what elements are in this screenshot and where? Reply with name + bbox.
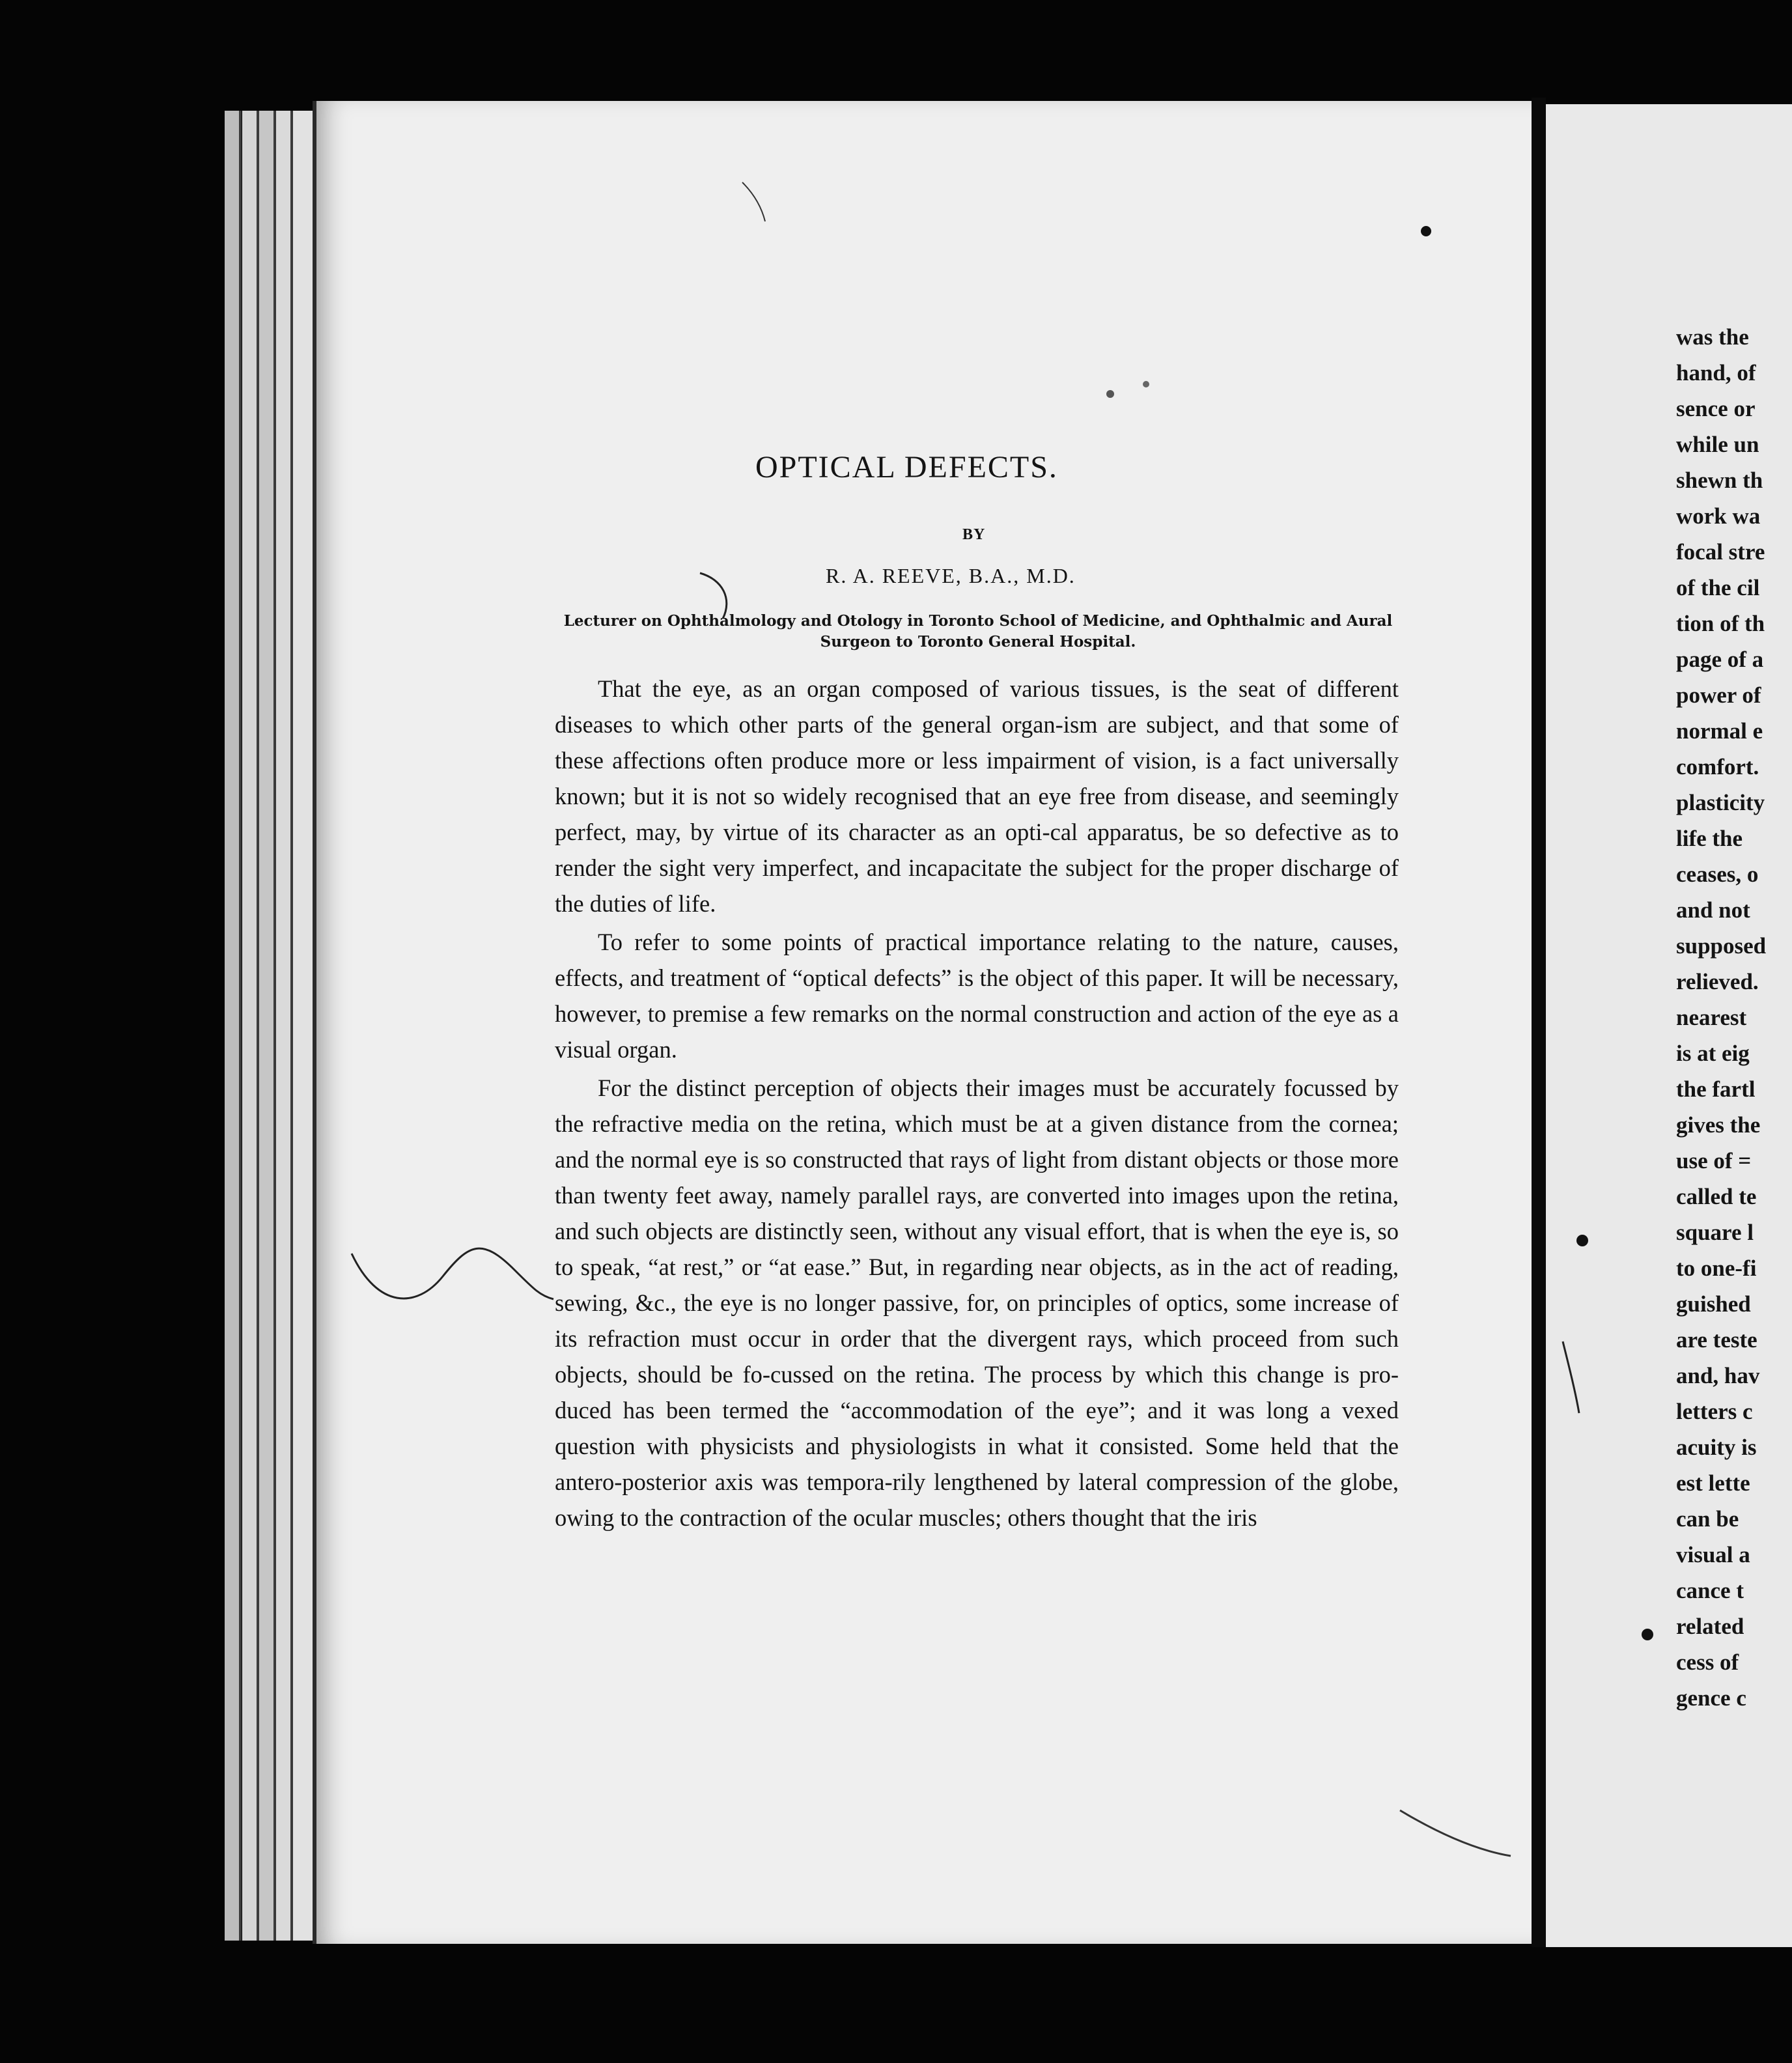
right-page-line: ceases, o (1676, 862, 1759, 887)
right-page-line: is at eig (1676, 1041, 1750, 1066)
right-page-line: visual a (1676, 1542, 1750, 1567)
right-page-line: can be (1676, 1506, 1739, 1532)
right-page-line: page of a (1676, 647, 1764, 672)
right-page-line: tion of th (1676, 611, 1765, 636)
page-edge (259, 111, 276, 1941)
right-page-line: focal stre (1676, 539, 1765, 565)
body-paragraph: That the eye, as an organ composed of various tissues, is the seat of different diseases to which other parts of the general organ-ism are subject, and that some of these affections often produce more or less impairment of vision, is a fact universally known; but it is not so widely recognised that an eye free from disease, and seemingly perfect, may, by virtue of its character as an opti-cal apparatus, be so defective as to render the sight very imperfect, and incapacitate the subject for the proper discharge of the duties of life. (555, 675, 1399, 917)
page-edge (242, 111, 259, 1941)
right-page-line: shewn th (1676, 468, 1763, 493)
right-page-line: use of = (1676, 1148, 1752, 1173)
page-edge (225, 111, 242, 1941)
body-paragraph: For the distinct perception of objects their images must be accurately focussed by the refractive media on the retina, which must be at a given distance from the cornea; and the normal eye is so constructed that rays of light from distant objects or those more than twenty feet away, namely parallel rays, are converted into images upon the retina, and such objects are distinctly seen, without any visual effort, that is when the eye is, so to speak, “at rest,” or “at ease.” But, in regarding near objects, as in the act of reading, sewing, &c., the eye is no longer passive, for, on principles of optics, some increase of its refraction must occur in order that the divergent rays, which proceed from such objects, should be fo-cussed on the retina. The process by which this change is pro-duced has been termed the “accommodation of the eye”; and it was long a vexed question with physicists and physiologists in what it consisted. Some held that the antero-posterior axis was tempora-rily lengthened by lateral compression of the globe, owing to the contraction of the ocular muscles; others thought that the iris (555, 1074, 1399, 1531)
page-edge (276, 111, 293, 1941)
author-affiliation: Lecturer on Ophthalmology and Otology in Toronto School of Medicine, and Ophthalmic and Aural Surgeon to Toronto General Hospital. (563, 612, 1393, 651)
right-page-line: sence or (1676, 396, 1756, 421)
right-page-line: letters c (1676, 1399, 1753, 1424)
right-page-line: normal e (1676, 718, 1763, 744)
right-page-line: called te (1676, 1184, 1757, 1209)
article-body (555, 671, 1399, 1538)
byline-by: BY (962, 526, 986, 543)
right-page-line: to one-fi (1676, 1256, 1757, 1281)
page-edge (293, 111, 315, 1941)
right-page-line: gives the (1676, 1112, 1761, 1138)
right-page-line: nearest (1676, 1005, 1747, 1030)
right-page-text (1676, 319, 1766, 1716)
right-page-line: gence c (1676, 1685, 1746, 1711)
right-page-line: and, hav (1676, 1363, 1760, 1388)
right-page-line: power of (1676, 682, 1761, 708)
right-page-line: are teste (1676, 1327, 1757, 1353)
right-page-line: hand, of (1676, 360, 1756, 386)
right-page-line: est lette (1676, 1470, 1750, 1496)
right-page-line: cance t (1676, 1578, 1744, 1603)
right-page-line: plasticity (1676, 790, 1765, 815)
right-page-line: square l (1676, 1220, 1754, 1245)
right-page-line: was the (1676, 324, 1749, 350)
book-gutter (1532, 98, 1546, 1947)
right-page-line: of the cil (1676, 575, 1760, 600)
right-page-line: and not (1676, 897, 1750, 923)
right-page-line: while un (1676, 432, 1759, 457)
right-page-line: supposed (1676, 933, 1767, 959)
right-page-line: relieved. (1676, 969, 1759, 994)
right-page-line: work wa (1676, 503, 1761, 529)
right-page-line: related (1676, 1614, 1744, 1639)
right-page-line: comfort. (1676, 754, 1759, 779)
right-page-line: cess of (1676, 1649, 1739, 1675)
body-paragraph: To refer to some points of practical importance relating to the nature, causes, effects, and treatment of “optical defects” is the object of this paper. It will be necessary, however, to premise a few remarks on the normal construction and action of the eye as a visual organ. (555, 929, 1399, 1063)
right-page-line: acuity is (1676, 1435, 1757, 1460)
right-page-line: the fartl (1676, 1076, 1756, 1102)
author-name: R. A. REEVE, B.A., M.D. (826, 564, 1076, 587)
right-page-line: guished (1676, 1291, 1751, 1317)
right-page-line: life the (1676, 826, 1743, 851)
article-title: OPTICAL DEFECTS. (755, 450, 1058, 484)
